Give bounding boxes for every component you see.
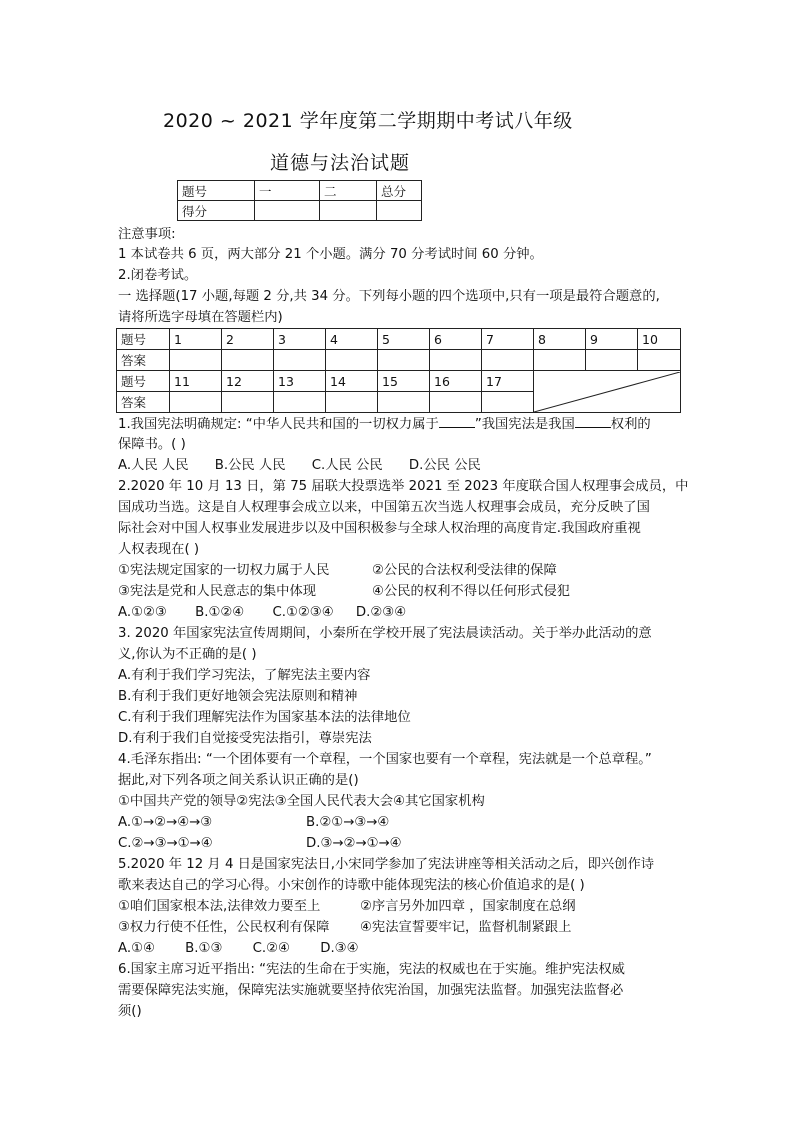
grid-label: 答案	[117, 392, 170, 413]
option: D.③→②→①→④	[306, 836, 402, 851]
grid-number: 16	[430, 371, 482, 392]
option: A.①→②→④→③	[118, 815, 213, 830]
answer-cell[interactable]	[170, 350, 222, 371]
grid-label: 答案	[117, 350, 170, 371]
answer-cell[interactable]	[430, 392, 482, 413]
score-input-cell[interactable]	[320, 201, 377, 221]
question-text: 际社会对中国人权事业发展进步以及中国积极参与全球人权治理的高度肯定.我国政府重视	[118, 521, 641, 536]
answer-cell[interactable]	[482, 392, 534, 413]
diagonal-line	[534, 372, 680, 412]
option: C.②④	[252, 941, 290, 956]
option: C.①②③④	[272, 605, 334, 620]
option: A.①④	[118, 941, 155, 956]
grid-number: 5	[378, 329, 430, 350]
score-input-cell[interactable]	[255, 201, 320, 221]
grid-number: 1	[170, 329, 222, 350]
option: A.有利于我们学习宪法，了解宪法主要内容	[118, 668, 371, 683]
option: C.②→③→①→④	[118, 836, 213, 851]
grid-blank-corner	[534, 371, 681, 413]
answer-cell[interactable]	[638, 350, 681, 371]
option: D.公民 公民	[408, 458, 481, 473]
option: B.公民 人民	[214, 458, 286, 473]
answer-cell[interactable]	[326, 392, 378, 413]
grid-number: 6	[430, 329, 482, 350]
section-intro: 请将所选字母填在答题栏内)	[118, 310, 283, 325]
exam-subtitle: 道德与法治试题	[270, 152, 411, 174]
grid-number: 13	[274, 371, 326, 392]
option: A.①②③	[118, 605, 167, 620]
question-1-options	[118, 457, 481, 475]
question-text: 6.国家主席习近平指出: “宪法的生命在于实施，宪法的权威也在于实施。维护宪法权威	[118, 962, 625, 977]
grid-number: 17	[482, 371, 534, 392]
question-text: 需要保障宪法实施，保障宪法实施就要坚持依宪治国，加强宪法监督。加强宪法监督必	[118, 983, 624, 998]
grid-number: 3	[274, 329, 326, 350]
question-text: 3. 2020 年国家宪法宣传周期间，小秦所在学校开展了宪法晨读活动。关于举办此活动的意	[118, 626, 652, 641]
option: B.有利于我们更好地领会宪法原则和精神	[118, 689, 358, 704]
note-item: 2.闭卷考试。	[118, 268, 198, 283]
choice: ①咱们国家根本法,法律效力要至上	[118, 899, 321, 914]
question-text: ”我国宪法是我国	[474, 417, 575, 432]
answer-cell[interactable]	[274, 350, 326, 371]
question-text: 国成功当选。这是自人权理事会成立以来，中国第五次当选人权理事会成员，充分反映了国	[118, 500, 650, 515]
question-text: 歌来表达自己的学习心得。小宋创作的诗歌中能体现宪法的核心价值追求的是( )	[118, 878, 585, 893]
answer-cell[interactable]	[222, 350, 274, 371]
question-1-stem-cont: 保障书。( )	[118, 437, 186, 452]
answer-cell[interactable]	[586, 350, 638, 371]
answer-cell[interactable]	[378, 350, 430, 371]
question-text: 5.2020 年 12 月 4 日是国家宪法日,小宋同学参加了宪法讲座等相关活动之后，即兴创作诗	[118, 857, 655, 872]
question-text: 据此,对下列各项之间关系认识正确的是()	[118, 773, 359, 788]
option: B.②①→③→④	[306, 815, 390, 830]
choice: ③权力行使不任性，公民权利有保障	[118, 920, 330, 935]
answer-blank	[439, 415, 475, 428]
answer-cell[interactable]	[222, 392, 274, 413]
grid-number: 12	[222, 371, 274, 392]
answer-grid-row	[117, 350, 681, 371]
grid-label: 题号	[117, 329, 170, 350]
choice: ①中国共产党的领导②宪法③全国人民代表大会④其它国家机构	[118, 794, 485, 809]
question-1-stem	[118, 415, 651, 434]
choice: ④公民的权利不得以任何形式侵犯	[372, 584, 571, 599]
question-text: 1.我国宪法明确规定: “中华人民共和国的一切权力属于	[118, 417, 439, 432]
grid-number: 15	[378, 371, 430, 392]
answer-cell[interactable]	[534, 350, 586, 371]
answer-grid-row	[117, 371, 681, 392]
question-text: 人权表现在( )	[118, 542, 200, 557]
grid-number: 11	[170, 371, 222, 392]
answer-grid-row	[117, 329, 681, 350]
grid-number: 9	[586, 329, 638, 350]
answer-cell[interactable]	[430, 350, 482, 371]
answer-cell[interactable]	[482, 350, 534, 371]
question-text: 权利的	[610, 417, 651, 432]
score-table-row	[178, 181, 422, 201]
score-cell: 一	[255, 181, 320, 201]
grid-number: 7	[482, 329, 534, 350]
answer-cell[interactable]	[326, 350, 378, 371]
answer-blank	[575, 415, 611, 428]
choice: ①宪法规定国家的一切权力属于人民	[118, 563, 330, 578]
score-cell: 题号	[178, 181, 255, 201]
answer-grid	[116, 328, 681, 413]
grid-number: 4	[326, 329, 378, 350]
grid-label: 题号	[117, 371, 170, 392]
option: B.①②④	[195, 605, 245, 620]
score-table-row	[178, 201, 422, 221]
option: A.人民 人民	[118, 458, 189, 473]
notes-heading: 注意事项:	[118, 227, 176, 242]
section-intro: 一 选择题(17 小题,每题 2 分,共 34 分。下列每小题的四个选项中,只有一项是最符合题意的,	[118, 289, 660, 304]
note-item: 1 本试卷共 6 页，两大部分 21 个小题。满分 70 分考试时间 60 分钟。	[118, 247, 543, 262]
score-table	[177, 180, 422, 221]
grid-number: 14	[326, 371, 378, 392]
score-input-cell[interactable]	[377, 201, 422, 221]
option: B.①③	[185, 941, 223, 956]
answer-cell[interactable]	[274, 392, 326, 413]
score-cell: 二	[320, 181, 377, 201]
exam-title: 2020 ~ 2021 学年度第二学期期中考试八年级	[163, 110, 573, 132]
question-5-options	[118, 940, 359, 958]
score-cell: 总分	[377, 181, 422, 201]
grid-number: 10	[638, 329, 681, 350]
choice: ④宪法宣誓要牢记，监督机制紧跟上	[360, 920, 572, 935]
option: D.②③④	[355, 605, 407, 620]
choice: ②公民的合法权利受法律的保障	[372, 563, 557, 578]
score-cell: 得分	[178, 201, 255, 221]
question-text: 须()	[118, 1004, 142, 1019]
question-text: 义,你认为不正确的是( )	[118, 647, 257, 662]
choice: ③宪法是党和人民意志的集中体现	[118, 584, 317, 599]
option: D.有利于我们自觉接受宪法指引，尊崇宪法	[118, 731, 372, 746]
option: C.有利于我们理解宪法作为国家基本法的法律地位	[118, 710, 411, 725]
option: D.③④	[320, 941, 359, 956]
question-2-options	[118, 604, 406, 622]
option: C.人民 公民	[311, 458, 383, 473]
question-text: 4.毛泽东指出: “一个团体要有一个章程，一个国家也要有一个章程，宪法就是一个总章程。”	[118, 752, 652, 767]
choice: ②序言另外加四章 ，国家制度在总纲	[360, 899, 576, 914]
grid-number: 8	[534, 329, 586, 350]
grid-number: 2	[222, 329, 274, 350]
question-text: 2.2020 年 10 月 13 日，第 75 届联大投票选举 2021 至 2023 年度联合国人权理事会成员，中	[118, 479, 689, 494]
answer-cell[interactable]	[378, 392, 430, 413]
answer-cell[interactable]	[170, 392, 222, 413]
